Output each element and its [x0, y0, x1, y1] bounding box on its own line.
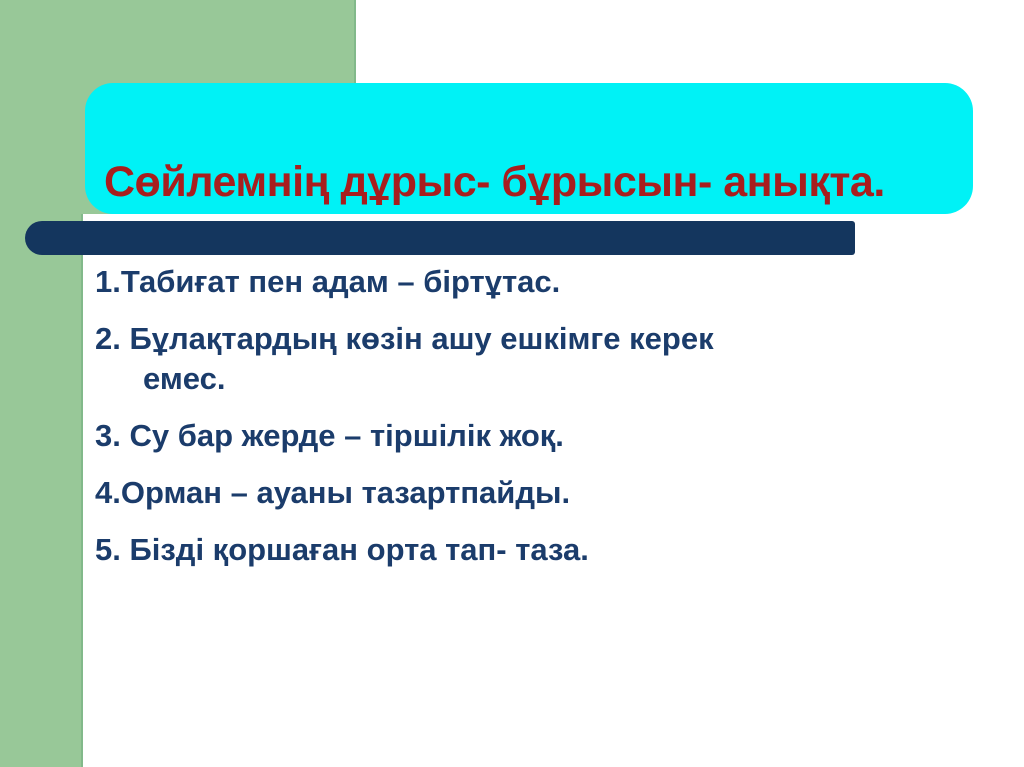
list-item — [95, 262, 905, 302]
list-item — [95, 530, 905, 570]
list-item-line: емес. — [143, 361, 226, 396]
sentence-list — [95, 262, 905, 587]
list-item-line: 5. Бізді қоршаған орта тап- таза. — [95, 532, 589, 567]
title-banner — [85, 83, 973, 214]
slide-title: Сөйлемнің дұрыс- бұрысын- анықта. — [104, 157, 885, 206]
list-item-line: 3. Су бар жерде – тіршілік жоқ. — [95, 418, 564, 453]
list-item — [95, 473, 905, 513]
list-item-line: 4.Орман – ауаны тазартпайды. — [95, 475, 571, 510]
list-item — [95, 416, 905, 456]
navy-divider-bar — [25, 221, 855, 255]
list-item — [95, 319, 905, 399]
list-item-line: 1.Табиғат пен адам – біртұтас. — [95, 264, 561, 299]
list-item-line: 2. Бұлақтардың көзін ашу ешкімге керек — [95, 321, 714, 356]
